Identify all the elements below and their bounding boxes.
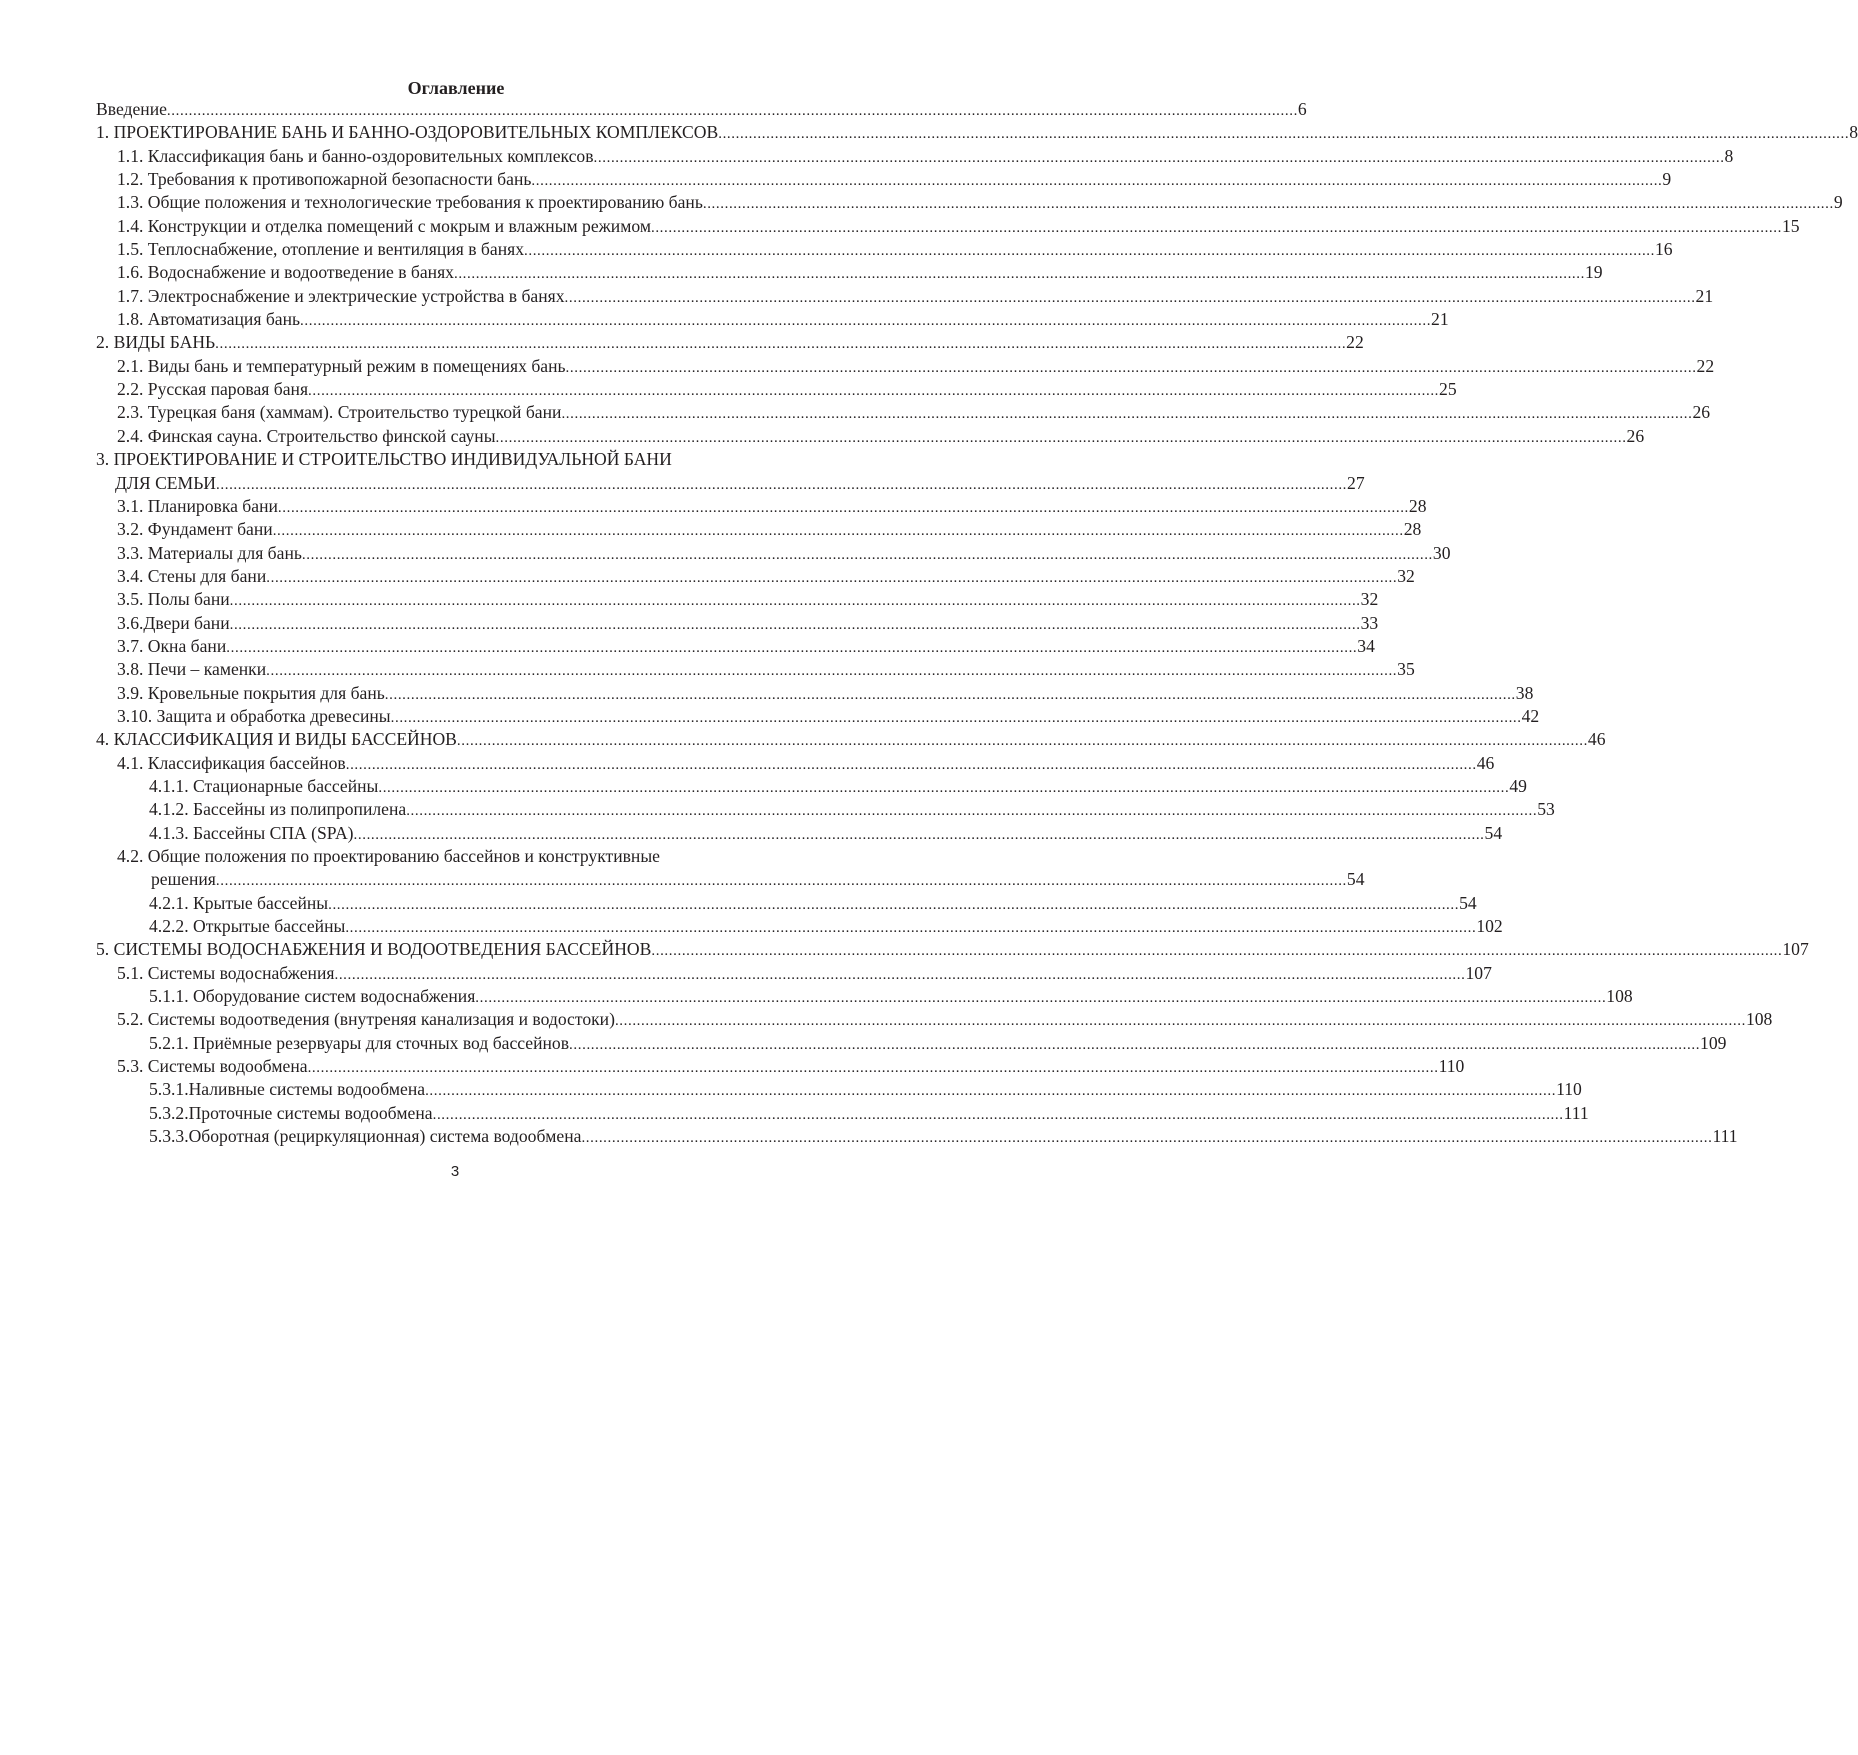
leader-dots bbox=[406, 800, 1537, 823]
leader-dots bbox=[433, 1104, 1564, 1127]
toc-entry-text: 2.3. Турецкая баня (хаммам). Строительство турецкой бани bbox=[117, 402, 562, 423]
toc-entry-text: 3.10. Защита и обработка древесины bbox=[117, 705, 391, 726]
toc-entry-text: 1.8. Автоматизация бань bbox=[117, 309, 301, 330]
toc-entry-text: 5.2.1. Приёмные резервуары для сточных вод бассейнов bbox=[149, 1032, 570, 1053]
toc-entry-text: 1.1. Классификация бань и банно-оздоровительных комплексов bbox=[117, 145, 594, 166]
toc-title: Оглавление bbox=[407, 78, 505, 98]
toc-entry[interactable] bbox=[96, 985, 1633, 1008]
leader-dots bbox=[561, 403, 1692, 426]
toc-entry-text: 3.6.Двери бани bbox=[117, 612, 230, 633]
toc-entry-page: 109 bbox=[1700, 1032, 1727, 1053]
toc-entry-page: 110 bbox=[1438, 1056, 1465, 1077]
leader-dots bbox=[718, 123, 1849, 146]
leader-dots bbox=[425, 1080, 1556, 1103]
leader-dots bbox=[594, 147, 1725, 170]
toc-entry-page: 6 bbox=[1297, 99, 1307, 119]
toc-entry-page: 25 bbox=[1439, 379, 1457, 400]
toc-entry[interactable] bbox=[96, 658, 1415, 681]
toc-entry-text: 1.4. Конструкции и отделка помещений с мокрым и влажным режимом bbox=[117, 215, 651, 236]
toc-entry-page: 22 bbox=[1696, 355, 1715, 376]
toc-entry-text: 3.3. Материалы для бань bbox=[117, 542, 302, 563]
page-number: 3 bbox=[450, 1163, 460, 1180]
toc-entry-page: 32 bbox=[1360, 589, 1379, 610]
toc-entry-page: 9 bbox=[1662, 169, 1672, 190]
toc-entry-text: 4.2.2. Открытые бассейны bbox=[149, 916, 346, 937]
leader-dots bbox=[354, 824, 1485, 847]
toc-entry-page: 38 bbox=[1515, 682, 1534, 703]
toc-entry[interactable] bbox=[96, 588, 1379, 611]
leader-dots bbox=[454, 263, 1585, 286]
toc-entry-page: 53 bbox=[1537, 799, 1555, 820]
leader-dots bbox=[569, 1034, 1700, 1057]
toc-entry-text: 4.1.3. Бассейны СПА (SPA) bbox=[149, 822, 354, 843]
toc-entry[interactable] bbox=[96, 331, 1364, 354]
toc-entry[interactable] bbox=[96, 775, 1527, 798]
toc-entry-text: 3.9. Кровельные покрытия для бань bbox=[117, 682, 385, 703]
toc-entry-text: 5.2. Системы водоотведения (внутреняя канализация и водостоки) bbox=[117, 1009, 615, 1030]
toc-entry[interactable] bbox=[96, 635, 1375, 658]
toc-entry-page: 108 bbox=[1606, 986, 1633, 1007]
leader-dots bbox=[378, 777, 1509, 800]
leader-dots bbox=[230, 590, 1361, 613]
leader-dots bbox=[308, 380, 1439, 403]
toc-entry-text: ДЛЯ СЕМЬИ bbox=[115, 472, 217, 493]
toc-entry-page: 15 bbox=[1781, 215, 1800, 236]
toc-entry-text: 2.1. Виды бань и температурный режим в помещениях бань bbox=[117, 355, 566, 376]
toc-entry-text: 4.1.1. Стационарные бассейны bbox=[149, 775, 379, 796]
toc-entry[interactable] bbox=[96, 495, 1427, 518]
toc-entry[interactable] bbox=[96, 565, 1415, 588]
toc-entry[interactable] bbox=[96, 682, 1534, 705]
leader-dots bbox=[651, 217, 1782, 240]
toc-entry-text: 3.4. Стены для бани bbox=[117, 565, 267, 586]
toc-entry-text: 4.2.1. Крытые бассейны bbox=[149, 892, 329, 913]
leader-dots bbox=[216, 474, 1347, 497]
leader-dots bbox=[565, 287, 1696, 310]
toc-entry[interactable] bbox=[96, 938, 1809, 961]
toc-entry-page: 107 bbox=[1782, 939, 1809, 960]
table-of-contents bbox=[96, 98, 1858, 1148]
toc-entry[interactable] bbox=[96, 238, 1673, 261]
toc-entry-text: 1.5. Теплоснабжение, отопление и вентиляция в банях bbox=[117, 239, 524, 260]
leader-dots bbox=[651, 940, 1782, 963]
toc-entry-text: 4.1.2. Бассейны из полипропилена bbox=[149, 799, 407, 820]
toc-entry[interactable] bbox=[96, 448, 810, 471]
toc-entry-page: 28 bbox=[1403, 519, 1422, 540]
leader-dots bbox=[302, 544, 1433, 567]
toc-entry-page: 33 bbox=[1360, 612, 1379, 633]
toc-entry-page: 46 bbox=[1476, 752, 1495, 773]
toc-entry-page: 32 bbox=[1397, 565, 1415, 586]
leader-dots bbox=[566, 357, 1697, 380]
toc-entry-text: 3.2. Фундамент бани bbox=[117, 519, 273, 540]
toc-entry-page: 19 bbox=[1584, 262, 1603, 283]
toc-entry-page: 16 bbox=[1655, 239, 1673, 260]
toc-entry[interactable] bbox=[96, 1125, 1738, 1148]
toc-entry-page: 9 bbox=[1833, 192, 1843, 213]
leader-dots bbox=[334, 964, 1465, 987]
toc-entry[interactable] bbox=[96, 845, 810, 868]
toc-entry[interactable] bbox=[96, 518, 1422, 541]
toc-entry-text: 2.2. Русская паровая баня bbox=[117, 379, 309, 400]
toc-entry-text: 3.5. Полы бани bbox=[117, 589, 230, 610]
toc-entry[interactable] bbox=[96, 612, 1379, 635]
toc-entry-page: 108 bbox=[1745, 1009, 1773, 1030]
leader-dots bbox=[226, 637, 1357, 660]
toc-entry-text: 5.1.1. Оборудование систем водоснабжения bbox=[149, 986, 476, 1007]
toc-entry[interactable] bbox=[96, 752, 1495, 775]
toc-entry-page: 21 bbox=[1431, 309, 1449, 330]
toc-entry-page: 22 bbox=[1346, 332, 1364, 353]
leader-dots bbox=[345, 917, 1476, 940]
toc-entry[interactable] bbox=[96, 1055, 1465, 1078]
toc-entry-text: 3.1. Планировка бани bbox=[117, 495, 278, 516]
toc-entry-text: решения bbox=[151, 869, 216, 890]
leader-dots bbox=[496, 427, 1627, 450]
toc-entry[interactable] bbox=[96, 285, 1714, 308]
leader-dots bbox=[278, 497, 1409, 520]
toc-entry-text: 5.3. Системы водообмена bbox=[117, 1056, 308, 1077]
toc-entry-page: 26 bbox=[1626, 425, 1645, 446]
toc-entry[interactable] bbox=[96, 705, 1540, 728]
toc-entry[interactable] bbox=[96, 542, 1451, 565]
toc-entry[interactable] bbox=[96, 378, 1457, 401]
toc-entry-page: 35 bbox=[1397, 659, 1415, 680]
toc-entry[interactable] bbox=[96, 1032, 1727, 1055]
leader-dots bbox=[457, 730, 1588, 753]
leader-dots bbox=[615, 1010, 1746, 1033]
toc-entry-page: 107 bbox=[1465, 962, 1492, 983]
toc-entry[interactable] bbox=[96, 261, 1603, 284]
toc-entry-page: 110 bbox=[1556, 1079, 1582, 1100]
toc-entry[interactable] bbox=[96, 355, 1715, 378]
leader-dots bbox=[524, 240, 1655, 263]
leader-dots bbox=[385, 684, 1516, 707]
toc-entry-text: 5.3.2.Проточные системы водообмена bbox=[149, 1102, 433, 1123]
toc-entry-page: 49 bbox=[1509, 775, 1527, 796]
toc-entry[interactable] bbox=[96, 798, 1555, 821]
toc-entry[interactable] bbox=[96, 962, 1492, 985]
leader-dots bbox=[215, 333, 1346, 356]
toc-entry[interactable] bbox=[96, 472, 1365, 495]
toc-entry-page: 34 bbox=[1357, 635, 1375, 656]
leader-dots bbox=[346, 754, 1477, 777]
toc-entry-text: 4.1. Классификация бассейнов bbox=[117, 752, 346, 773]
leader-dots bbox=[308, 1057, 1439, 1080]
toc-entry-page: 8 bbox=[1849, 122, 1858, 143]
toc-entry[interactable] bbox=[96, 308, 1449, 331]
toc-entry-page: 111 bbox=[1563, 1102, 1589, 1123]
toc-entry-text: 2.4. Финская сауна. Строительство финской сауны bbox=[117, 425, 496, 446]
toc-entry-text: 1.7. Электроснабжение и электрические устройства в банях bbox=[117, 285, 565, 306]
toc-entry-text: 5.1. Системы водоснабжения bbox=[117, 962, 335, 983]
toc-entry[interactable] bbox=[96, 1078, 1582, 1101]
toc-entry-text: 4.2. Общие положения по проектированию бассейнов и конструктивные bbox=[117, 846, 660, 866]
toc-entry-page: 42 bbox=[1521, 705, 1540, 726]
toc-entry-text: Введение bbox=[96, 99, 167, 119]
toc-entry-page: 54 bbox=[1346, 869, 1365, 890]
leader-dots bbox=[531, 170, 1662, 193]
leader-dots bbox=[475, 987, 1606, 1010]
toc-entry[interactable] bbox=[96, 868, 1365, 891]
toc-entry-page: 54 bbox=[1484, 822, 1503, 843]
toc-entry-text: 3.7. Окна бани bbox=[117, 635, 227, 656]
leader-dots bbox=[266, 567, 1397, 590]
leader-dots bbox=[300, 310, 1431, 333]
leader-dots bbox=[273, 520, 1404, 543]
toc-entry-text: 3.8. Печи – каменки bbox=[117, 659, 267, 680]
toc-entry-page: 111 bbox=[1712, 1126, 1738, 1147]
toc-entry-page: 8 bbox=[1724, 145, 1734, 166]
toc-entry-text: 1.6. Водоснабжение и водоотведение в банях bbox=[117, 262, 454, 283]
toc-entry[interactable] bbox=[96, 121, 1858, 144]
toc-entry[interactable] bbox=[96, 145, 1734, 168]
toc-entry[interactable] bbox=[96, 1008, 1773, 1031]
toc-entry[interactable] bbox=[96, 728, 1606, 751]
toc-entry[interactable] bbox=[96, 822, 1503, 845]
toc-entry[interactable] bbox=[96, 168, 1672, 191]
toc-entry[interactable] bbox=[96, 215, 1800, 238]
toc-entry-text: 1. ПРОЕКТИРОВАНИЕ БАНЬ И БАННО-ОЗДОРОВИТЕЛЬНЫХ КОМПЛЕКСОВ bbox=[96, 122, 719, 143]
toc-entry-text: 1.3. Общие положения и технологические требования к проектированию бань bbox=[117, 192, 703, 213]
leader-dots bbox=[391, 707, 1522, 730]
toc-entry-page: 21 bbox=[1695, 285, 1714, 306]
toc-entry-page: 26 bbox=[1692, 402, 1711, 423]
leader-dots bbox=[581, 1127, 1712, 1150]
toc-entry[interactable] bbox=[96, 1102, 1589, 1125]
leader-dots bbox=[216, 870, 1347, 893]
toc-entry[interactable] bbox=[96, 892, 1477, 915]
toc-entry-text: 5.3.3.Оборотная (рециркуляционная) система водообмена bbox=[149, 1126, 582, 1147]
toc-entry-page: 46 bbox=[1587, 729, 1606, 750]
toc-entry-text: 2. ВИДЫ БАНЬ bbox=[96, 332, 216, 353]
toc-entry[interactable] bbox=[96, 401, 1711, 424]
toc-entry-page: 27 bbox=[1347, 472, 1365, 493]
toc-entry-page: 28 bbox=[1408, 495, 1427, 516]
toc-entry-text: 3. ПРОЕКТИРОВАНИЕ И СТРОИТЕЛЬСТВО ИНДИВИДУАЛЬНОЙ БАНИ bbox=[96, 449, 672, 470]
toc-entry[interactable] bbox=[96, 191, 1843, 214]
toc-entry-page: 102 bbox=[1476, 916, 1503, 937]
toc-entry-text: 4. КЛАССИФИКАЦИЯ И ВИДЫ БАССЕЙНОВ bbox=[96, 729, 457, 750]
toc-entry-page: 30 bbox=[1432, 542, 1451, 563]
toc-entry-text: 5. СИСТЕМЫ ВОДОСНАБЖЕНИЯ И ВОДООТВЕДЕНИЯ БАССЕЙНОВ bbox=[96, 939, 652, 960]
leader-dots bbox=[167, 100, 1298, 123]
toc-entry-text: 1.2. Требования к противопожарной безопасности бань bbox=[117, 169, 532, 190]
leader-dots bbox=[230, 614, 1361, 637]
toc-entry[interactable] bbox=[96, 915, 1503, 938]
toc-entry-text: 5.3.1.Наливные системы водообмена bbox=[149, 1079, 426, 1100]
leader-dots bbox=[328, 894, 1459, 917]
leader-dots bbox=[703, 193, 1834, 216]
toc-entry[interactable] bbox=[96, 98, 1307, 121]
leader-dots bbox=[266, 660, 1397, 683]
toc-entry[interactable] bbox=[96, 425, 1645, 448]
toc-entry-page: 54 bbox=[1459, 892, 1477, 913]
